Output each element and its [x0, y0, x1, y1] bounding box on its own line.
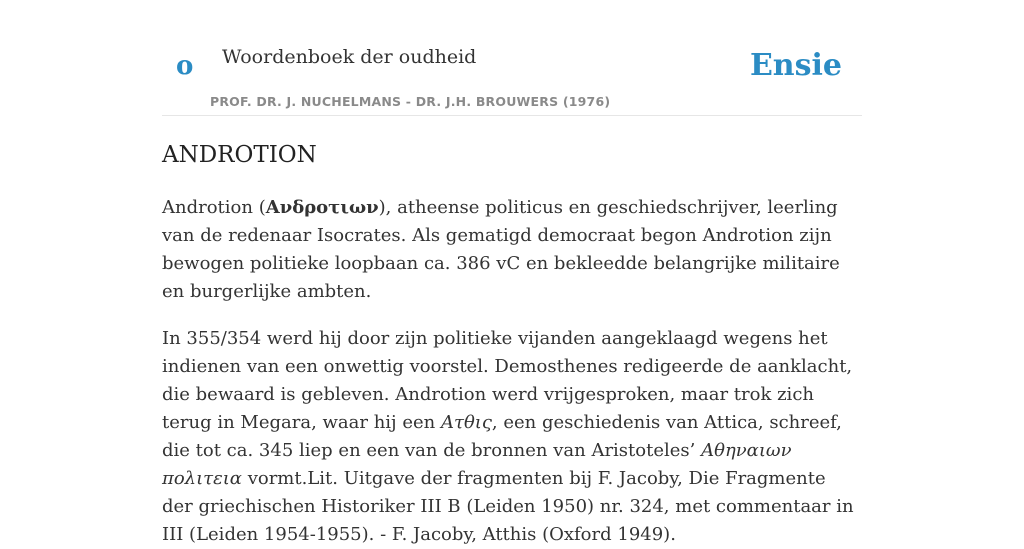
book-title[interactable]: Woordenboek der oudheid — [222, 46, 477, 68]
entry-paragraph — [162, 325, 862, 549]
entry-title: ANDROTION — [162, 142, 317, 168]
paragraph-text: Androtion ( — [162, 196, 266, 218]
paragraph-text: , een geschiedenis van Attica, schreef, die tot ca. 345 liep en een van de bronnen van Aristoteles’ — [162, 411, 842, 461]
letter-index[interactable]: o — [176, 51, 194, 81]
book-authors: PROF. DR. J. NUCHELMANS - DR. J.H. BROUWERS (1976) — [210, 94, 611, 109]
paragraph-text: In 355/354 werd hij door zijn politieke vijanden aangeklaagd wegens het indienen van een onwettig voorstel. Demosthenes redigeerde de aanklacht, die bewaard is gebleven. Androtion werd vrijgesproken, maar trok zich terug in Megara, waar hij een — [162, 327, 853, 433]
entry-paragraph — [162, 194, 862, 306]
greek-name: Ανδροτιων — [265, 196, 379, 218]
paragraph-text: ), atheense politicus en geschiedschrijver, leerling van de redenaar Isocrates. Als gematigd democraat begon Androtion zijn bewogen politieke loopbaan ca. 386 vC en bekleedde belangrijke militaire en burgerlijke ambten. — [162, 196, 840, 302]
header — [162, 0, 862, 116]
greek-term: Αθηναιων πολιτεια — [162, 439, 792, 489]
greek-term: Ατθις — [440, 411, 492, 433]
brand-logo[interactable]: Ensie — [749, 48, 842, 83]
paragraph-text: vormt.Lit. Uitgave der fragmenten bij F. Jacoby, Die Fragmente der griechischen Historiker III B (Leiden 1950) nr. 324, met commentaar in III (Leiden 1954-1955). - F. Jacoby, Atthis (Oxford 1949). — [162, 467, 854, 545]
page — [162, 0, 862, 549]
